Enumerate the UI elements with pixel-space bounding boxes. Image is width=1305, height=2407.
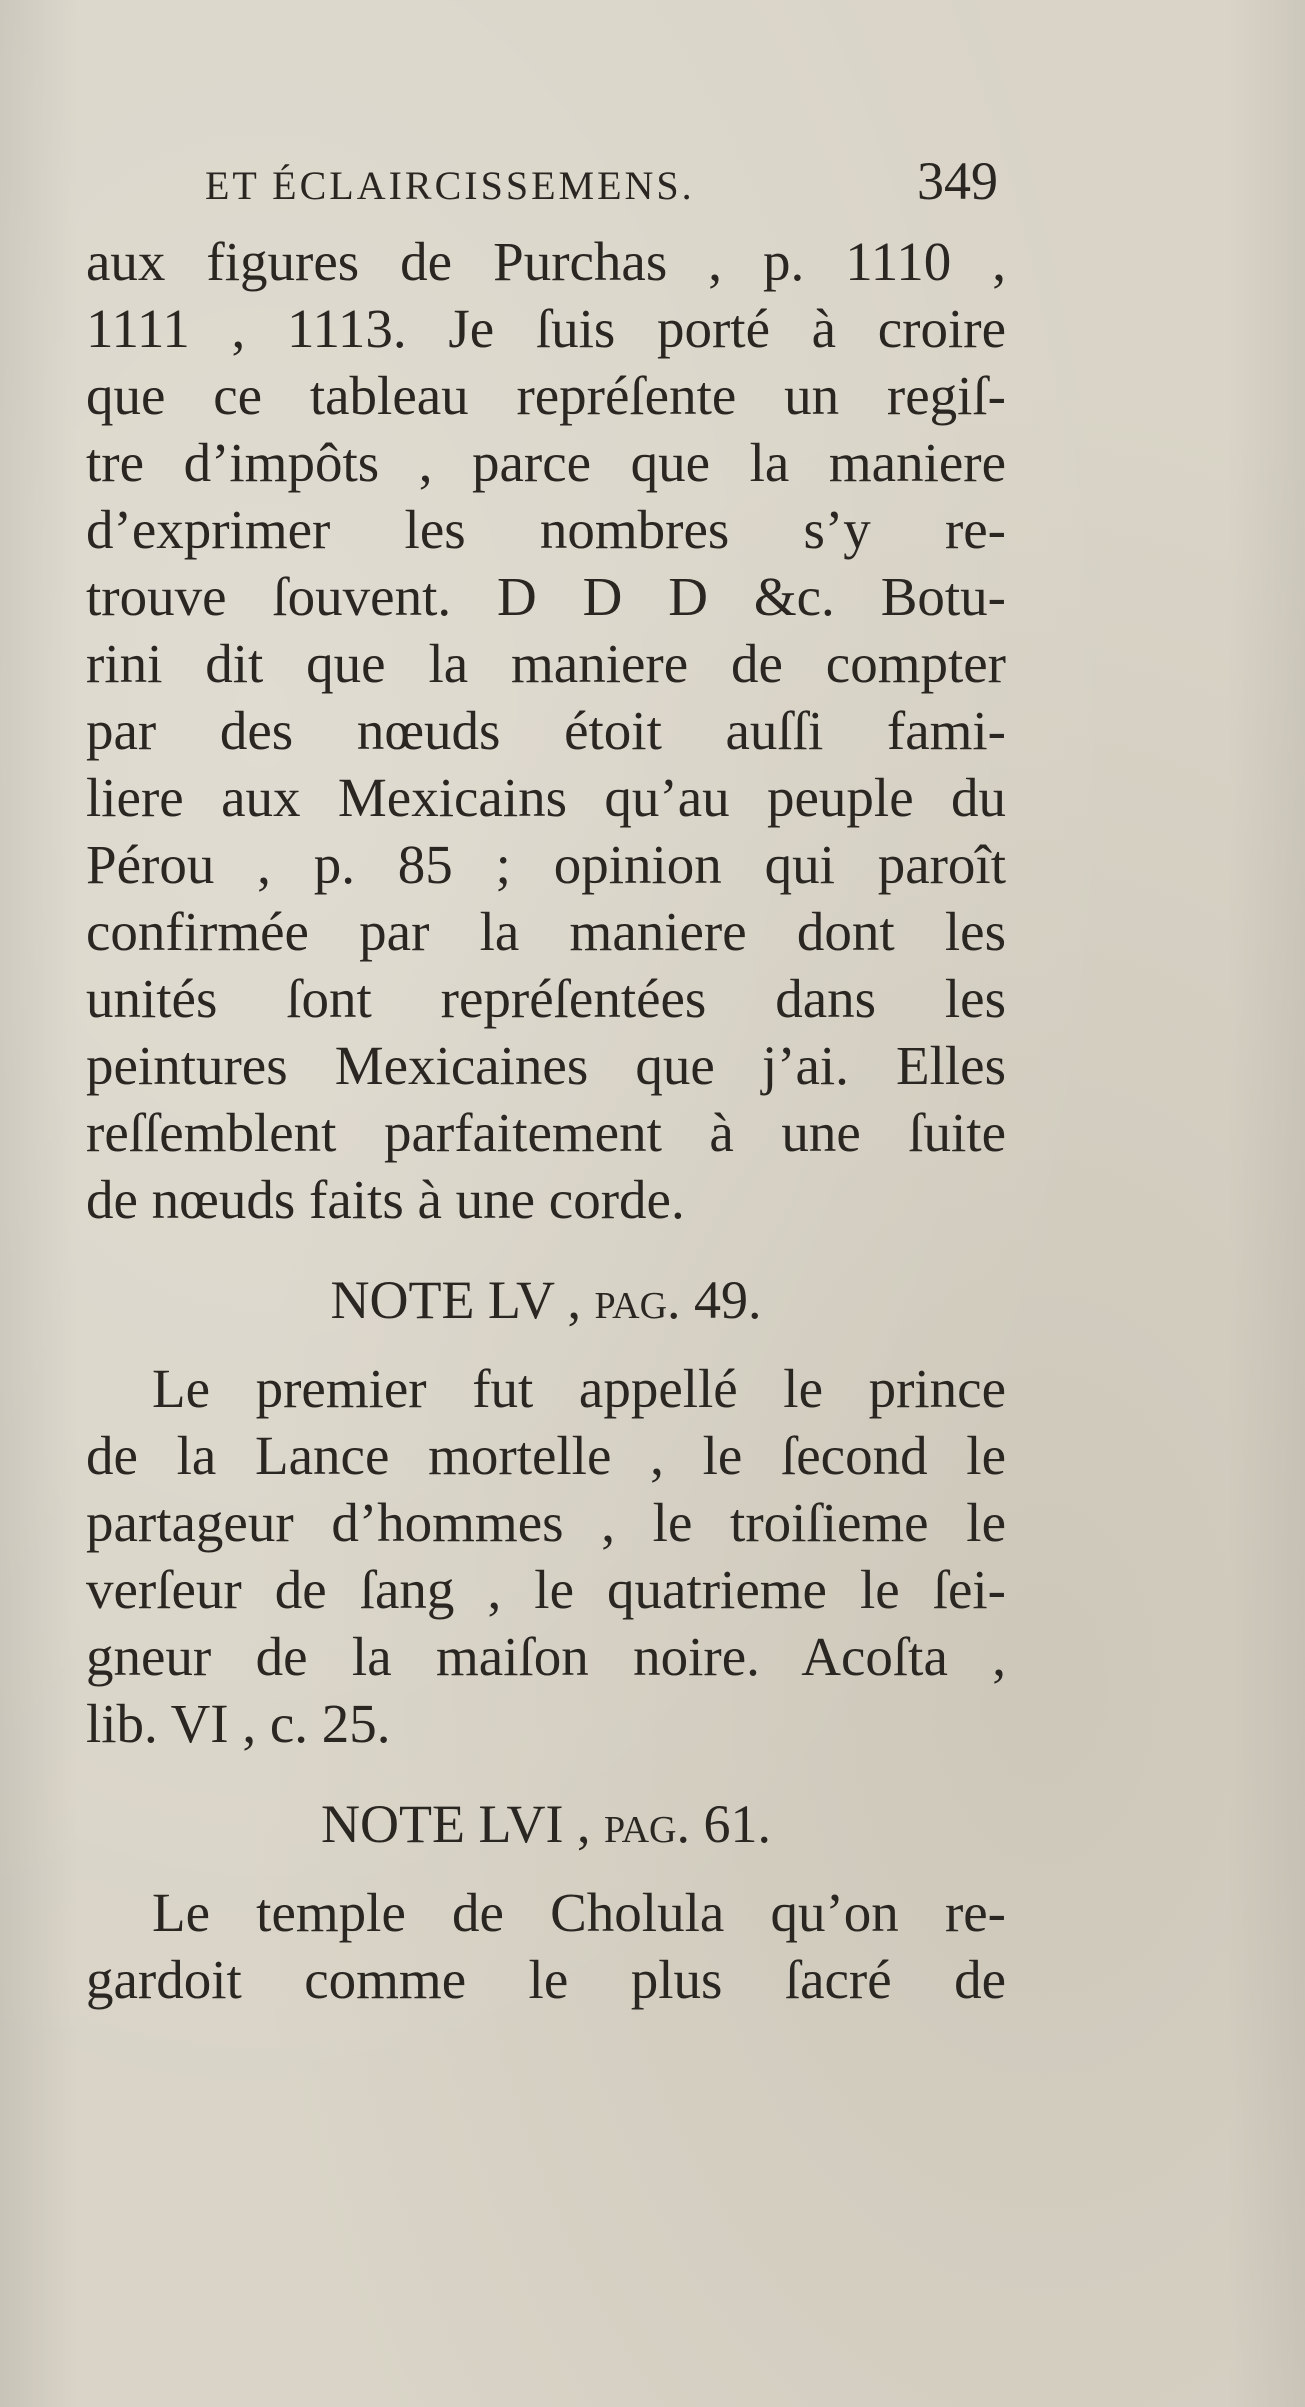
- text-line: liere aux Mexicains qu’au peuple du: [86, 767, 1006, 828]
- text-line: par des nœuds étoit auſſi fami-: [86, 700, 1006, 761]
- note-heading: NOTE LVI , pag. 61.: [320, 1794, 771, 1854]
- note-lv: [86, 1245, 1006, 1757]
- text-line: Le premier fut appellé le prince: [152, 1358, 1006, 1419]
- text-line: de la Lance mortelle , le ſecond le: [86, 1425, 1006, 1486]
- text-line: Pérou , p. 85 ; opinion qui paroît: [86, 834, 1006, 895]
- page-number: 349: [917, 151, 998, 211]
- text-line: verſeur de ſang , le quatrieme le ſei-: [86, 1559, 1006, 1620]
- text-line: d’exprimer les nombres s’y re-: [86, 499, 1006, 560]
- running-head: [205, 150, 1025, 220]
- text-line: gardoit comme le plus ſacré de: [86, 1949, 1006, 2010]
- paragraph-continuation: [86, 228, 1006, 1233]
- text-line: partageur d’hommes , le troiſieme le: [86, 1492, 1006, 1553]
- text-line: trouve ſouvent. D D D &c. Botu-: [86, 566, 1006, 627]
- note-heading: NOTE LV , pag. 49.: [330, 1270, 762, 1330]
- text-line: 1111 , 1113. Je ſuis porté à croire: [86, 298, 1006, 359]
- text-line: rini dit que la maniere de compter: [86, 633, 1006, 694]
- text-line: unités ſont repréſentées dans les: [86, 968, 1006, 1029]
- running-title: ET ÉCLAIRCISSEMENS.: [205, 163, 695, 208]
- text-line: reſſemblent parfaitement à une ſuite: [86, 1102, 1006, 1163]
- text-line: peintures Mexicaines que j’ai. Elles: [86, 1035, 1006, 1096]
- text-line: confirmée par la maniere dont les: [86, 901, 1006, 962]
- text-line: aux figures de Purchas , p. 1110 ,: [86, 231, 1006, 292]
- spacer: [86, 1233, 1006, 1245]
- text-line: Le temple de Cholula qu’on re-: [152, 1882, 1006, 1943]
- text-line: que ce tableau repréſente un regiſ-: [86, 365, 1006, 426]
- text-line: tre d’impôts , parce que la maniere: [86, 432, 1006, 493]
- spacer: [86, 1757, 1006, 1769]
- text-block: [86, 228, 1006, 2013]
- note-lvi: [86, 1769, 1006, 2013]
- text-line: lib. VI , c. 25.: [86, 1693, 391, 1754]
- text-line: gneur de la maiſon noire. Acoſta ,: [86, 1626, 1006, 1687]
- text-line: de nœuds faits à une corde.: [86, 1169, 685, 1230]
